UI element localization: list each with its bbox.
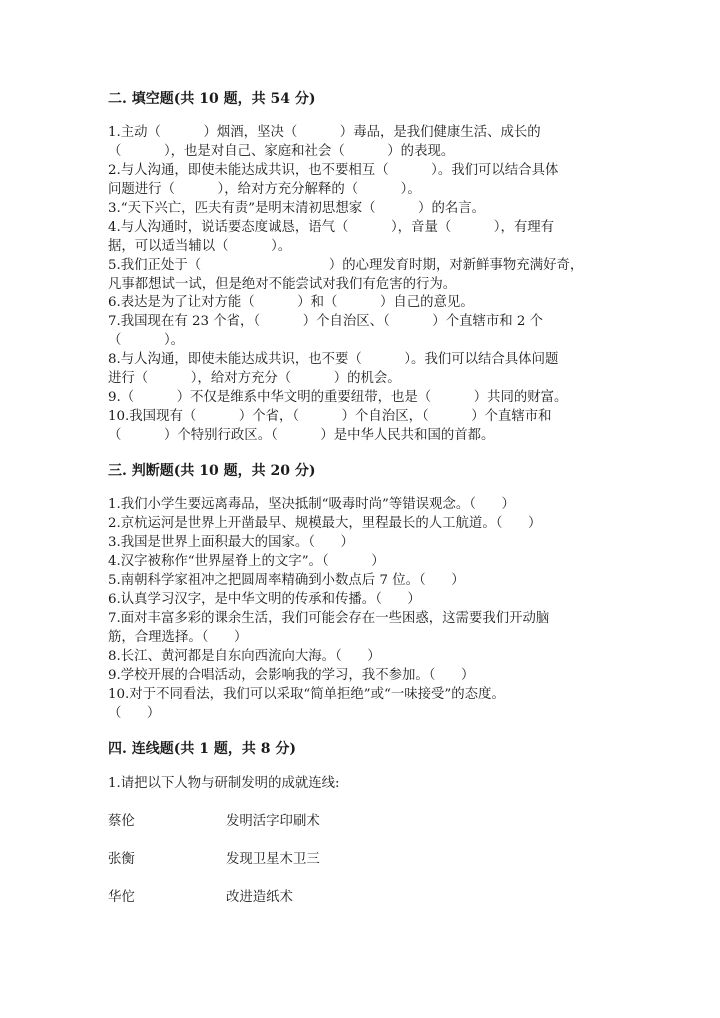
match-section-title: 四. 连线题(共 1 题，共 8 分): [108, 741, 296, 757]
fill-line: 进行（ ），给对方充分（ ）的机会。: [108, 371, 401, 386]
fill-line: （ ）。: [108, 333, 185, 348]
fill-line: 9.（ ）不仅是维系中华文明的重要纽带，也是（ ）共同的财富。: [108, 390, 568, 405]
match-prompt: 1.请把以下人物与研制发明的成就连线:: [108, 776, 340, 791]
fill-line: 2.与人沟通，即使未能达成共识，也不要相互（ ）。我们可以结合具体: [108, 163, 559, 178]
judge-section-title: 三. 判断题(共 10 题，共 20 分): [108, 463, 316, 479]
fill-line: 据，可以适当辅以（ ）。: [108, 239, 292, 254]
judge-line: 4.汉字被称作“世界屋脊上的文字”。（ ）: [108, 554, 385, 569]
judge-line: 3.我国是世界上面积最大的国家。（ ）: [108, 535, 354, 550]
fill-line: 8.与人沟通，即使未能达成共识，也不要（ ）。我们可以结合具体问题: [108, 352, 559, 367]
fill-line: 1.主动（ ）烟酒，坚决（ ）毒品，是我们健康生活、成长的: [108, 125, 541, 140]
judge-line: 6.认真学习汉字，是中华文明的传承和传播。（ ）: [108, 592, 421, 607]
fill-line: 3.“天下兴亡，匹夫有责”是明末清初思想家（ ）的名言。: [108, 201, 486, 216]
judge-line: （ ）: [108, 706, 161, 721]
judge-line: 7.面对丰富多彩的课余生活，我们可能会存在一些困惑，这需要我们开动脑: [108, 611, 550, 626]
match-person: 蔡伦: [108, 814, 135, 829]
fill-line: （ ）个特别行政区。（ ）是中华人民共和国的首都。: [108, 428, 495, 443]
fill-line: 5.我们正处于（ ）的心理发育时期，对新鲜事物充满好奇，: [108, 258, 584, 273]
fill-line: 10.我国现有（ ）个省，（ ）个自治区，（ ）个直辖市和: [108, 409, 552, 424]
fill-line: 凡事都想试一试，但是绝对不能尝试对我们有危害的行为。: [108, 277, 457, 292]
judge-line: 1.我们小学生要远离毒品，坚决抵制“吸毒时尚”等错误观念。（ ）: [108, 497, 515, 512]
fill-line: 7.我国现在有 23 个省，（ ）个自治区、（ ）个直辖市和 2 个: [108, 314, 544, 329]
fill-section-title: 二. 填空题(共 10 题，共 54 分): [108, 91, 316, 107]
fill-line: 4.与人沟通时，说话要态度诚恳，语气（ ），音量（ ），有理有: [108, 220, 555, 235]
match-person: 华佗: [108, 890, 135, 905]
match-achievement: 发现卫星木卫三: [226, 852, 320, 867]
match-achievement: 发明活字印刷术: [226, 814, 320, 829]
judge-line: 9.学校开展的合唱活动，会影响我的学习，我不参加。（ ）: [108, 668, 475, 683]
fill-line: 6.表达是为了让对方能（ ）和（ ）自己的意见。: [108, 295, 474, 310]
fill-line: （ ），也是对自己、家庭和社会（ ）的表现。: [108, 144, 455, 159]
judge-line: 8.长江、黄河都是自东向西流向大海。（ ）: [108, 649, 381, 664]
fill-line: 问题进行（ ），给对方充分解释的（ ）。: [108, 182, 421, 197]
judge-line: 筋，合理选择。（ ）: [108, 630, 248, 645]
judge-line: 2.京杭运河是世界上开凿最早、规模最大，里程最长的人工航道。（ ）: [108, 516, 542, 531]
judge-line: 5.南朝科学家祖冲之把圆周率精确到小数点后 7 位。（ ）: [108, 573, 465, 588]
match-person: 张衡: [108, 852, 135, 867]
judge-line: 10.对于不同看法，我们可以采取“简单拒绝”或“一味接受”的态度。: [108, 687, 505, 702]
match-achievement: 改进造纸术: [226, 890, 293, 905]
